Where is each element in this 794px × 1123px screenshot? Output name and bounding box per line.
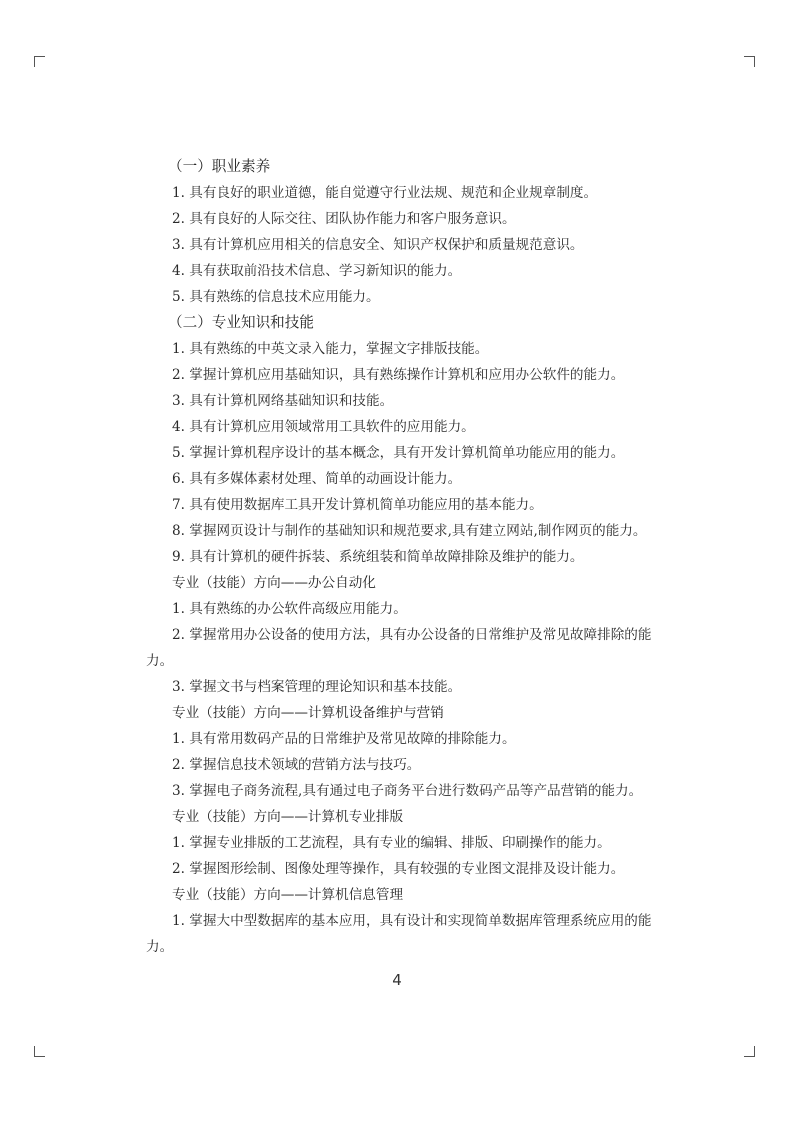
list-item: 3. 掌握电子商务流程,具有通过电子商务平台进行数码产品等产品营销的能力。: [172, 783, 643, 799]
list-item: 1. 具有常用数码产品的日常维护及常见故障的排除能力。: [172, 731, 516, 747]
list-item: 1. 具有熟练的中英文录入能力，掌握文字排版技能。: [172, 341, 489, 357]
list-item: 2. 掌握信息技术领域的营销方法与技巧。: [172, 757, 421, 773]
list-item: 4. 具有获取前沿技术信息、学习新知识的能力。: [172, 263, 462, 279]
list-item: 1. 掌握专业排版的工艺流程，具有专业的编辑、排版、印刷操作的能力。: [172, 835, 611, 851]
list-item: 1. 具有良好的职业道德，能自觉遵守行业法规、规范和企业规章制度。: [172, 185, 598, 201]
list-item: 2. 掌握常用办公设备的使用方法，具有办公设备的日常维护及常见故障排除的能力。: [146, 627, 652, 669]
list-item: 3. 掌握文书与档案管理的理论知识和基本技能。: [172, 679, 462, 695]
list-item: 8. 掌握网页设计与制作的基础知识和规范要求,具有建立网站,制作网页的能力。: [172, 523, 647, 539]
list-item: 1. 掌握大中型数据库的基本应用，具有设计和实现简单数据库管理系统应用的能力。: [146, 913, 652, 955]
list-item: 5. 掌握计算机程序设计的基本概念，具有开发计算机简单功能应用的能力。: [172, 445, 625, 461]
list-item: 4. 具有计算机应用领域常用工具软件的应用能力。: [172, 419, 475, 435]
list-item: 1. 具有熟练的办公软件高级应用能力。: [172, 601, 407, 617]
list-item: 2. 掌握计算机应用基础知识，具有熟练操作计算机和应用办公软件的能力。: [172, 367, 625, 383]
list-item: 2. 具有良好的人际交往、团队协作能力和客户服务意识。: [172, 211, 516, 227]
crop-mark-top-left: [34, 56, 45, 67]
list-item: 6. 具有多媒体素材处理、简单的动画设计能力。: [172, 471, 462, 487]
crop-mark-top-right: [744, 56, 755, 67]
document-body: [146, 154, 666, 960]
crop-mark-bottom-left: [34, 1046, 45, 1057]
page-number: 4: [392, 971, 402, 989]
list-item: 9. 具有计算机的硬件拆装、系统组装和简单故障排除及维护的能力。: [172, 549, 584, 565]
direction-title-equipment-maintenance: 专业（技能）方向——计算机设备维护与营销: [172, 705, 444, 721]
direction-title-typesetting: 专业（技能）方向——计算机专业排版: [172, 809, 404, 825]
direction-title-office-automation: 专业（技能）方向——办公自动化: [172, 575, 376, 591]
list-item: 5. 具有熟练的信息技术应用能力。: [172, 289, 380, 305]
list-item: 7. 具有使用数据库工具开发计算机简单功能应用的基本能力。: [172, 497, 543, 513]
crop-mark-bottom-right: [744, 1046, 755, 1057]
section-heading-professional-quality: （一）职业素养: [168, 158, 271, 175]
list-item: 3. 具有计算机应用相关的信息安全、知识产权保护和质量规范意识。: [172, 237, 584, 253]
section-heading-knowledge-skills: （二）专业知识和技能: [168, 314, 314, 331]
direction-title-information-management: 专业（技能）方向——计算机信息管理: [172, 887, 404, 903]
list-item: 2. 掌握图形绘制、图像处理等操作，具有较强的专业图文混排及设计能力。: [172, 861, 625, 877]
list-item: 3. 具有计算机网络基础知识和技能。: [172, 393, 394, 409]
